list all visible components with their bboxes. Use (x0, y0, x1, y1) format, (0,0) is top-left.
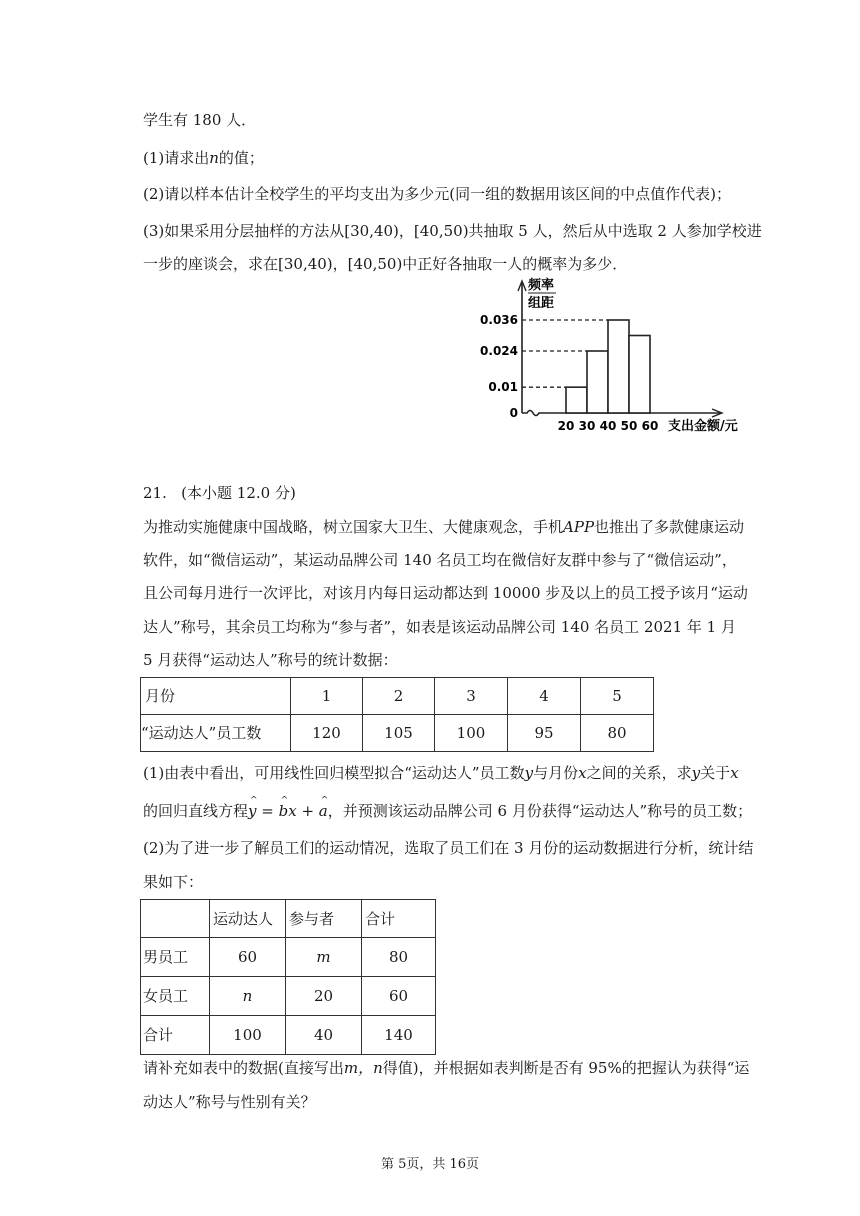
table-cell: 合计 (141, 1016, 210, 1055)
table-cell: 40 (286, 1016, 362, 1055)
table-row (141, 977, 436, 1016)
s1a-mid: 与月份 (533, 764, 579, 782)
table-cell: 120 (291, 715, 363, 752)
contingency-table (140, 899, 436, 1055)
table-cell: 男员工 (141, 938, 210, 977)
table-cell: 合计 (362, 900, 436, 938)
monthly-stats-table (140, 677, 654, 752)
histogram-chart (470, 275, 770, 440)
var-x: x (730, 764, 739, 782)
y-tick-label: 0.01 (488, 380, 518, 395)
table-cell: 60 (210, 938, 286, 977)
table-row (141, 715, 654, 752)
sub-question-1a (143, 763, 739, 783)
q21-heading (143, 483, 296, 503)
y-tick-label: 0 (509, 406, 518, 420)
x-tick-label: 40 (599, 419, 617, 433)
table-cell: 2 (363, 678, 435, 715)
sub-question-2b: 果如下： (143, 873, 204, 891)
x-tick-label: 60 (641, 419, 659, 433)
var-y: y (691, 764, 701, 782)
histogram-bar (566, 387, 587, 413)
sub-question-3b: 动达人”称号与性别有关？ (143, 1093, 316, 1111)
question-1 (143, 148, 264, 168)
table-row (141, 900, 436, 938)
q21-p1-tail: 也推出了多款健康运动 (594, 518, 745, 536)
table-cell: 20 (286, 977, 362, 1016)
sub-question-1b (143, 801, 752, 821)
question-3a: (3)如果采用分层抽样的方法从[30,40)，[40,50)共抽取 5 人，然后从中选取 2 人参加学校进 (143, 222, 762, 240)
table-row (141, 1016, 436, 1055)
s1a-mid3: 关于 (700, 764, 731, 782)
s3a-text: 请补充如表中的数据(直接写出 (143, 1059, 344, 1077)
table-cell: 105 (363, 715, 435, 752)
q21-p1-text: 为推动实施健康中国战略，树立国家大卫生、大健康观念，手机 (143, 518, 564, 536)
y-tick-label: 0.024 (480, 344, 518, 358)
eq-b-hat: ^ b (279, 801, 289, 821)
table-cell: 5 (581, 678, 654, 715)
x-tick-label: 30 (578, 419, 596, 433)
y-axis-label-bottom: 组距 (528, 296, 555, 311)
s1b-text: 的回归直线方程 (143, 802, 249, 820)
s1b-tail: ，并预测该运动品牌公司 6 月份获得“运动达人”称号的员工数； (327, 802, 753, 820)
table-cell: 140 (362, 1016, 436, 1055)
table-cell: 80 (581, 715, 654, 752)
sub-question-3a (143, 1058, 749, 1078)
s1a-text: (1)由表中看出，可用线性回归模型拟合“运动达人”员工数 (143, 764, 525, 782)
var-y: y (524, 764, 534, 782)
eq-equals: = (256, 802, 279, 820)
histogram-bar (587, 351, 608, 413)
q21-p3: 且公司每月进行一次评比，对该月内每日运动都达到 10000 步及以上的员工授予该月“运动 (143, 584, 748, 602)
table-cell: 4 (508, 678, 581, 715)
y-tick-label: 0.036 (480, 313, 518, 327)
table-cell: 月份 (141, 678, 291, 715)
x-axis-label: 支出金额/元 (668, 419, 738, 434)
s1a-mid2: 之间的关系，求 (586, 764, 692, 782)
table-cell: m (286, 938, 362, 977)
vars-mn: m，n (343, 1059, 383, 1077)
table-row (141, 678, 654, 715)
q1-var: n (209, 149, 219, 167)
question-3b: 一步的座谈会，求在[30,40)，[40,50)中正好各抽取一人的概率为多少． (143, 255, 628, 273)
histogram-bar (608, 320, 629, 413)
q21-app: APP (563, 518, 595, 536)
eq-y-hat: ^ y (248, 801, 256, 821)
table-cell: 95 (508, 715, 581, 752)
var-x: x (578, 764, 587, 782)
table-cell: “运动达人”员工数 (141, 715, 291, 752)
q21-points: (本小题 12.0 分) (181, 484, 296, 502)
table-cell: 参与者 (286, 900, 362, 938)
q21-p2: 软件，如“微信运动”，某运动品牌公司 140 名员工均在微信好友群中参与了“微信运动”， (143, 551, 737, 569)
x-tick-label: 50 (620, 419, 638, 433)
q21-p1 (143, 517, 744, 537)
q1-tail: 的值； (218, 149, 264, 167)
eq-x: x + (288, 802, 319, 820)
histogram-bar (629, 336, 650, 414)
eq-a-hat: ^ a (319, 801, 328, 821)
s3a-tail: 得值)，并根据如表判断是否有 95%的把握认为获得“运 (382, 1059, 750, 1077)
table-cell: 女员工 (141, 977, 210, 1016)
x-tick-label: 20 (557, 419, 575, 433)
table-cell: 100 (435, 715, 508, 752)
table-cell: 80 (362, 938, 436, 977)
table-cell: 运动达人 (210, 900, 286, 938)
table-cell: 3 (435, 678, 508, 715)
page-footer: 第 5页，共 16页 (380, 1157, 480, 1172)
q1-text: (1)请求出 (143, 149, 210, 167)
q21-p4: 达人”称号，其余员工均称为“参与者”，如表是该运动品牌公司 140 名员工 2021 年 1 月 (143, 618, 736, 636)
table-cell: 100 (210, 1016, 286, 1055)
sub-question-2a: (2)为了进一步了解员工们的运动情况，选取了员工们在 3 月份的运动数据进行分析，统计结 (143, 839, 754, 857)
y-axis-label-top: 频率 (528, 278, 555, 293)
intro-line: 学生有 180 人． (143, 111, 257, 129)
table-cell: n (210, 977, 286, 1016)
question-2: (2)请以样本估计全校学生的平均支出为多少元(同一组的数据用该区间的中点值作代表)； (143, 185, 731, 203)
table-cell: 1 (291, 678, 363, 715)
q21-p5: 5 月获得“运动达人”称号的统计数据： (143, 651, 398, 669)
table-cell: 60 (362, 977, 436, 1016)
table-row (141, 938, 436, 977)
table-cell (141, 900, 210, 938)
q21-number: 21. (143, 484, 167, 502)
